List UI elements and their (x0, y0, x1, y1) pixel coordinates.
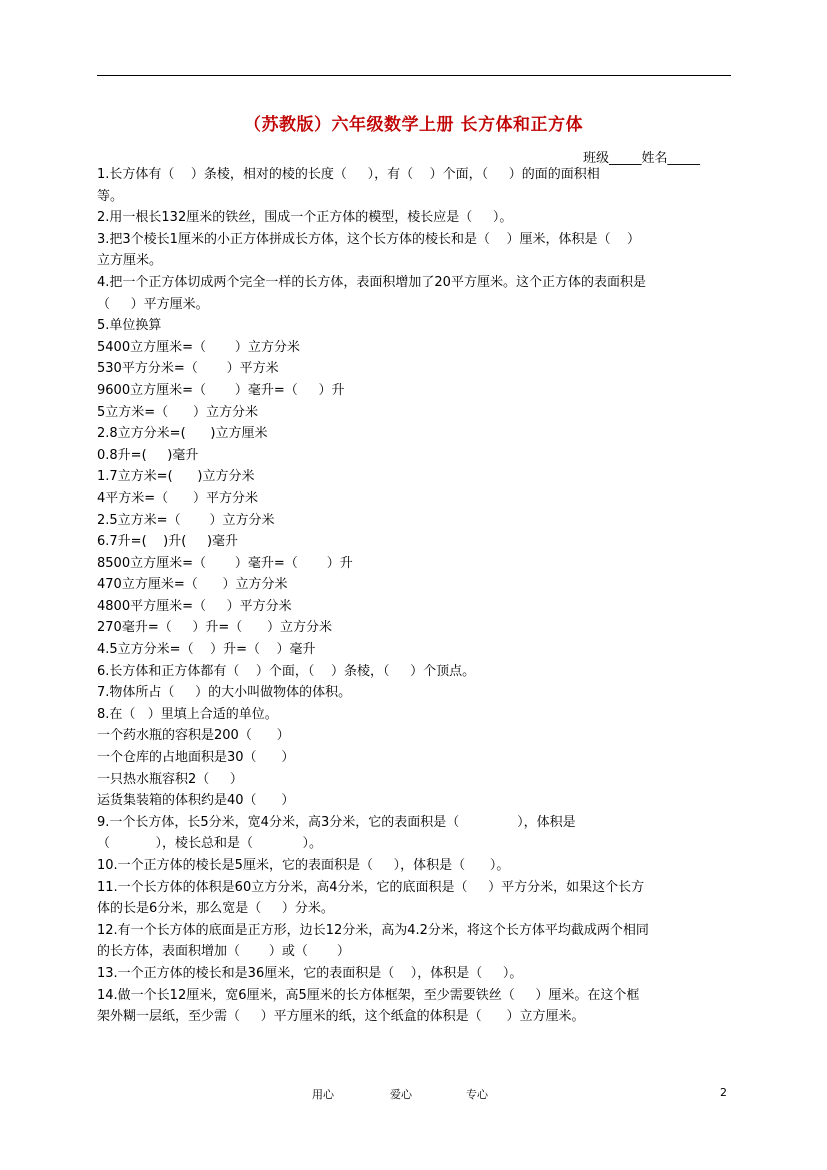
question-line: 13.一个正方体的棱长和是36厘米，它的表面积是（ ），体积是（ ）。 (97, 965, 523, 981)
question-line: 1.7立方米=( )立方分米 (97, 469, 255, 485)
question-line: 5400立方厘米=（ ）立方分米 (97, 339, 300, 355)
page-number: 2 (720, 1086, 727, 1099)
question-line: 2.5立方米=（ ）立方分米 (97, 512, 275, 528)
question-line: 3.把3个棱长1厘米的小正方体拼成长方体，这个长方体的棱长和是（ ）厘米，体积是（ ） (97, 231, 641, 247)
footer-right: 专心 (466, 1088, 488, 1101)
question-line: 14.做一个长12厘米，宽6厘米，高5厘米的长方体框架，至少需要铁丝（ ）厘米。在这个框 (97, 987, 640, 1003)
question-line: 530平方分米=（ ）平方米 (97, 361, 279, 377)
question-line: 9.一个长方体，长5分米，宽4分米，高3分米，它的表面积是（ ），体积是 (97, 814, 576, 830)
header-rule (97, 75, 731, 76)
question-line: 一个药水瓶的容积是200（ ） (97, 728, 290, 744)
question-line: 10.一个正方体的棱长是5厘米，它的表面积是（ ），体积是（ ）。 (97, 858, 510, 873)
page-title: （苏教版）六年级数学上册 长方体和正方体 (244, 115, 583, 135)
question-line: 一只热水瓶容积2（ ） (97, 771, 243, 787)
footer-middle: 爱心 (390, 1088, 412, 1101)
question-line: （ ）平方厘米。 (97, 296, 209, 312)
question-list (97, 164, 733, 1028)
question-line: 1.长方体有（ ）条棱，相对的棱的长度（ ），有（ ）个面，（ ）的面的面积相 (97, 167, 600, 182)
question-line: 5.单位换算 (97, 318, 162, 334)
question-line: 4800平方厘米=（ ）平方分米 (97, 598, 292, 614)
question-line: 270毫升=（ ）升=（ ）立方分米 (97, 620, 333, 636)
question-line: 8500立方厘米=（ ）毫升=（ ）升 (97, 555, 353, 571)
question-line: 2.8立方分米=( )立方厘米 (97, 426, 268, 442)
question-line: 立方厘米。 (97, 253, 163, 269)
question-line: 架外糊一层纸，至少需（ ）平方厘米的纸，这个纸盒的体积是（ ）立方厘米。 (97, 1009, 585, 1025)
question-line: 体的长是6分米，那么宽是（ ）分米。 (97, 901, 334, 917)
question-line: 5立方米=（ ）立方分米 (97, 404, 258, 420)
class-name-field: 班级_____姓名_____ (583, 151, 701, 166)
question-line: 0.8升=( )毫升 (97, 447, 199, 463)
question-line: 2.用一根长132厘米的铁丝，围成一个正方体的模型，棱长应是（ ）。 (97, 210, 513, 226)
question-line: 4.5立方分米=（ ）升=（ ）毫升 (97, 642, 316, 658)
question-line: 12.有一个长方体的底面是正方形，边长12分米，高为4.2分米，将这个长方体平均截成两个相同 (97, 922, 649, 938)
question-line: 11.一个长方体的体积是60立方分米，高4分米，它的底面积是（ ）平方分米，如果这个长方 (97, 879, 645, 895)
question-line: 6.长方体和正方体都有（ ）个面，（ ）条棱，（ ）个顶点。 (97, 663, 476, 679)
question-line: 4平方米=（ ）平方分米 (97, 490, 258, 506)
question-line: 运货集装箱的体积约是40（ ） (97, 793, 295, 809)
question-line: 6.7升=( )升( )毫升 (97, 534, 239, 550)
question-line: 9600立方厘米=（ ）毫升=（ ）升 (97, 382, 345, 398)
question-line: 4.把一个正方体切成两个完全一样的长方体，表面积增加了20平方厘米。这个正方体的表面积是 (97, 274, 646, 290)
question-line: （ ），棱长总和是（ ）。 (97, 836, 323, 852)
question-line: 等。 (97, 188, 124, 204)
question-line: 的长方体，表面积增加（ ）或（ ） (97, 944, 350, 960)
question-line: 一个仓库的占地面积是30（ ） (97, 750, 295, 766)
question-line: 8.在（ ）里填上合适的单位。 (97, 706, 278, 722)
question-line: 470立方厘米=（ ）立方分米 (97, 577, 288, 593)
footer-left: 用心 (312, 1088, 334, 1101)
question-line: 7.物体所占（ ）的大小叫做物体的体积。 (97, 685, 352, 701)
